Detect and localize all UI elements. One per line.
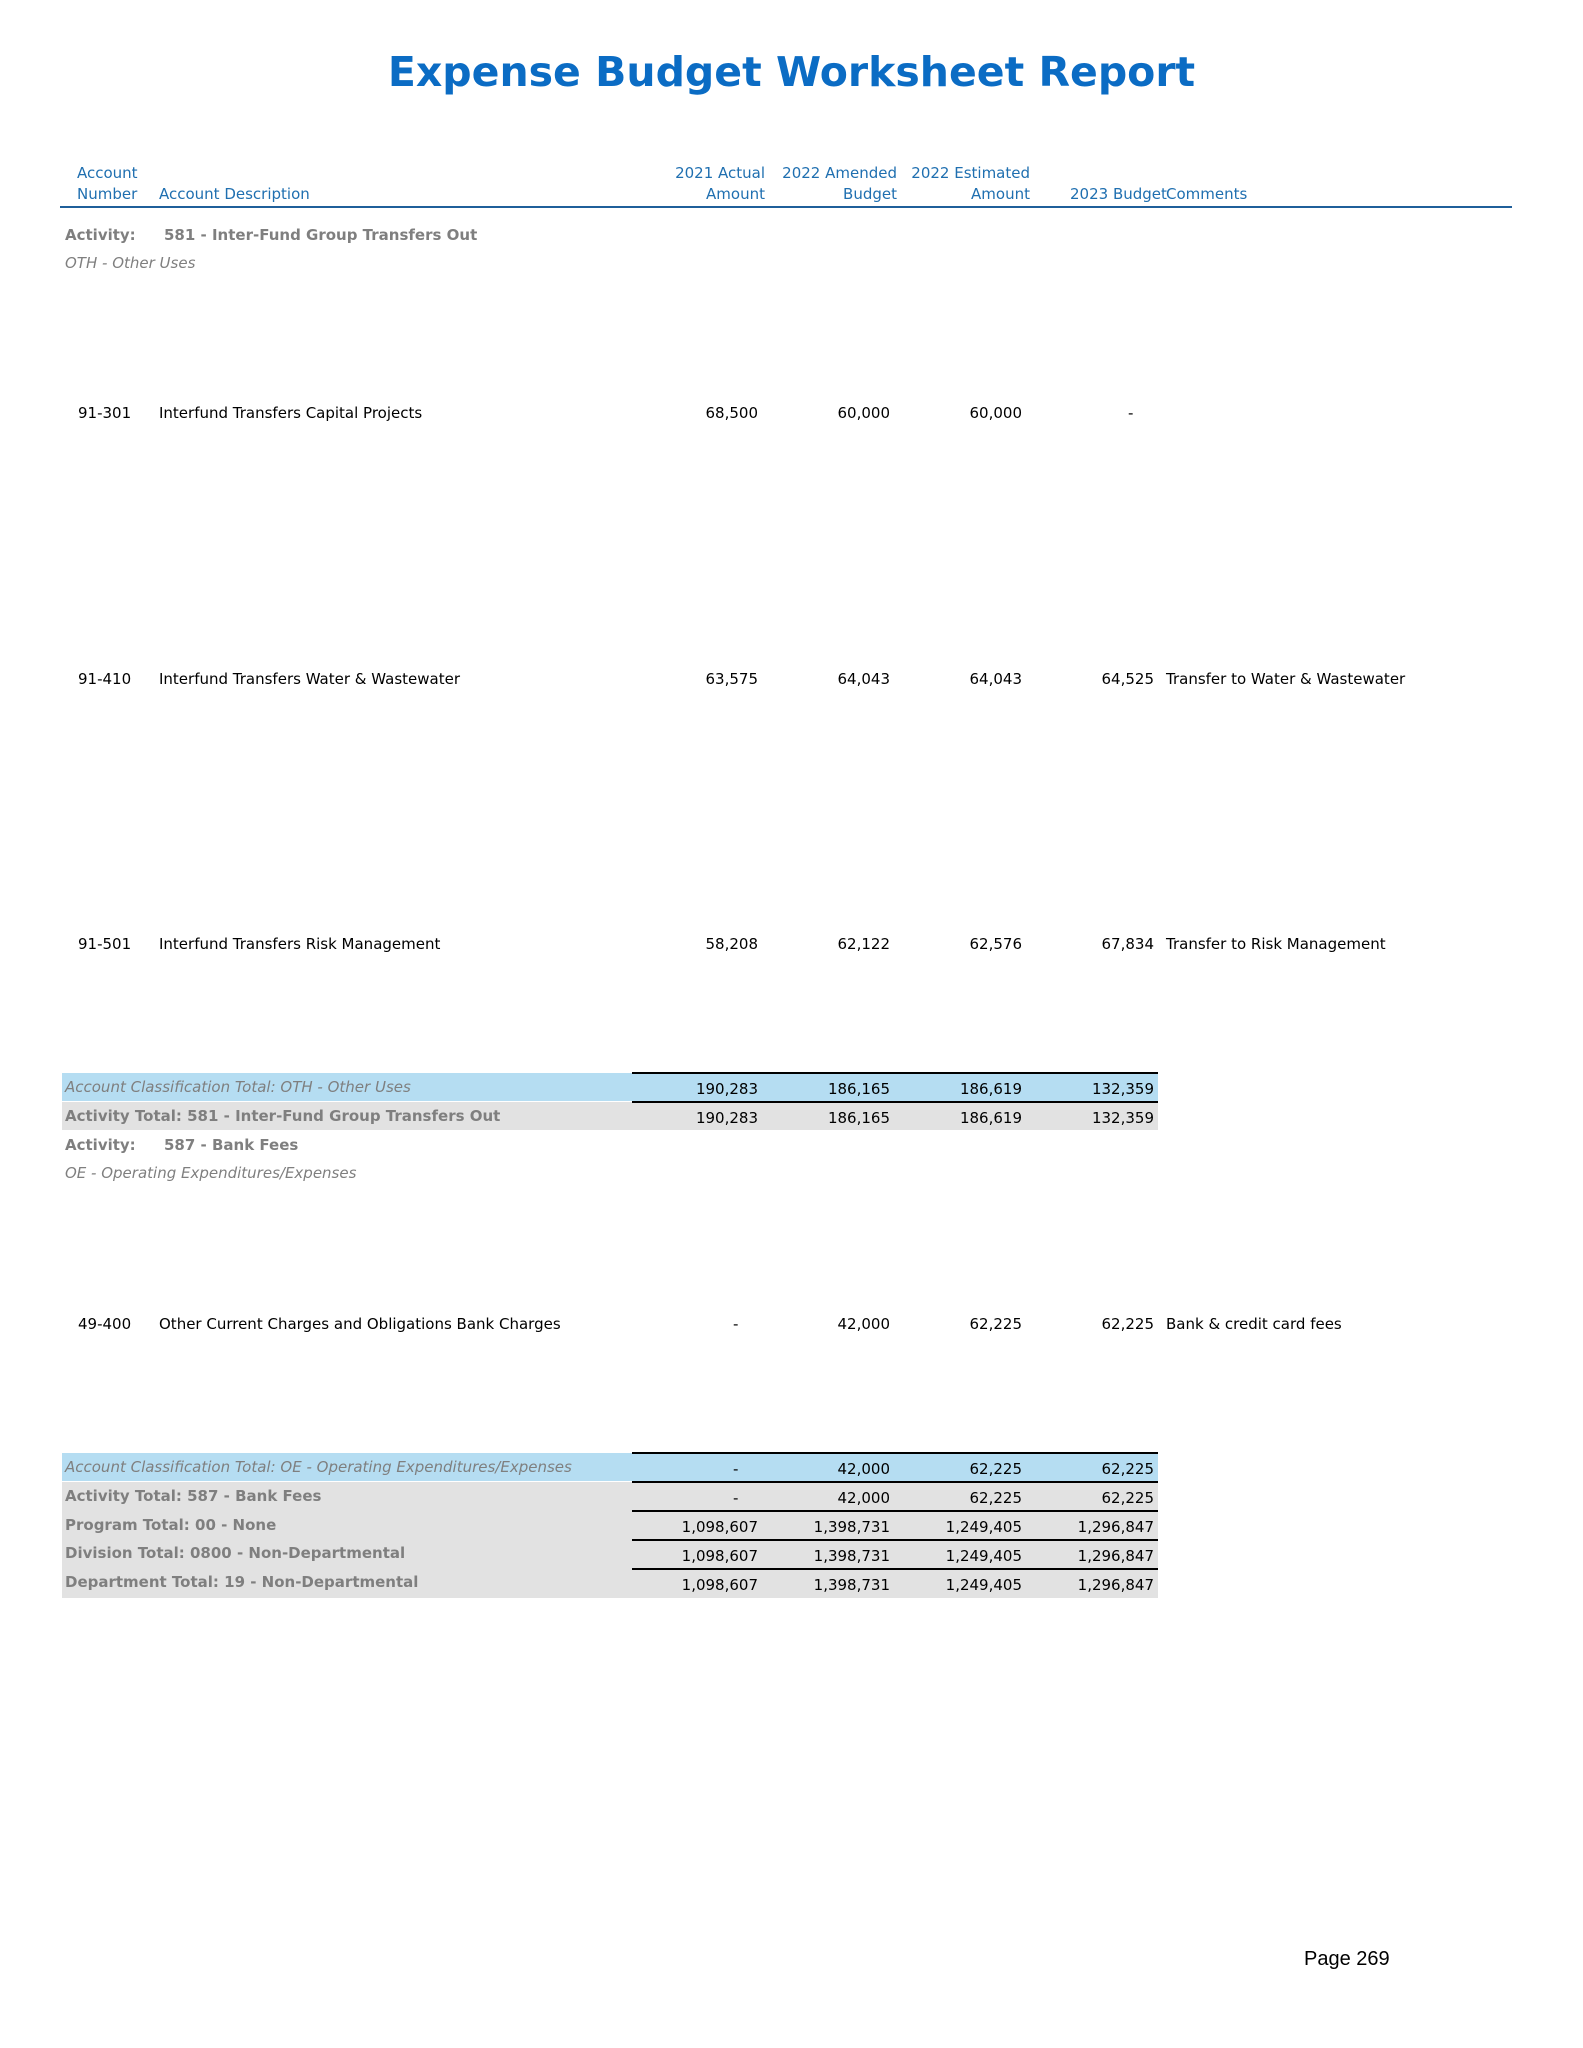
activity-total-label: Activity Total: 587 - Bank Fees <box>65 1487 322 1505</box>
header-estimated-2022 <box>900 163 1030 205</box>
classification-total-label: Account Classification Total: OTH - Other Uses <box>65 1078 411 1096</box>
amended-2022-total: 1,398,731 <box>813 1547 890 1565</box>
amended-2022-total: 186,165 <box>827 1080 890 1098</box>
budget-2023-value: 64,525 <box>1101 670 1154 688</box>
budget-2023-total: 1,296,847 <box>1077 1547 1154 1565</box>
actual-2021-total: - <box>733 1489 739 1507</box>
header-amended-2022 <box>767 163 897 205</box>
amended-2022-value: 62,122 <box>837 935 890 953</box>
actual-2021-total: 1,098,607 <box>681 1576 758 1594</box>
budget-2023-total: 132,359 <box>1091 1109 1154 1127</box>
classification-label: OE - Operating Expenditures/Expenses <box>65 1164 357 1182</box>
header-actual-2021-line2: Amount <box>706 185 765 203</box>
header-account-number-line2: Number <box>77 185 138 203</box>
actual-2021-value: 58,208 <box>705 935 758 953</box>
budget-2023-value: - <box>1128 404 1134 422</box>
account-description: Interfund Transfers Risk Management <box>159 935 441 953</box>
actual-2021-value: 68,500 <box>705 404 758 422</box>
classification-total-label: Account Classification Total: OE - Operating Expenditures/Expenses <box>65 1458 572 1476</box>
header-divider <box>60 206 1512 208</box>
header-comments: Comments <box>1166 185 1248 203</box>
budget-2023-value: 67,834 <box>1101 935 1154 953</box>
total-rule <box>632 1101 1158 1103</box>
actual-2021-total: 190,283 <box>695 1080 758 1098</box>
program-total-label: Program Total: 00 - None <box>65 1516 277 1534</box>
amended-2022-total: 42,000 <box>837 1489 890 1507</box>
total-rule <box>632 1568 1158 1570</box>
account-number: 91-501 <box>78 935 132 953</box>
total-rule <box>632 1072 1158 1074</box>
actual-2021-value: - <box>733 1315 739 1333</box>
header-account-number <box>77 163 138 205</box>
actual-2021-total: 1,098,607 <box>681 1547 758 1565</box>
division-total-label: Division Total: 0800 - Non-Departmental <box>65 1544 406 1562</box>
header-account-number-line1: Account <box>77 164 138 182</box>
activity-label: Activity: <box>65 1136 136 1154</box>
estimated-2022-total: 1,249,405 <box>945 1518 1022 1536</box>
account-number: 49-400 <box>78 1315 132 1333</box>
budget-2023-total: 1,296,847 <box>1077 1518 1154 1536</box>
amended-2022-total: 186,165 <box>827 1109 890 1127</box>
amended-2022-total: 1,398,731 <box>813 1576 890 1594</box>
actual-2021-total: 190,283 <box>695 1109 758 1127</box>
header-estimated-2022-line2: Amount <box>971 185 1030 203</box>
header-amended-2022-line2: Budget <box>843 185 897 203</box>
account-description: Other Current Charges and Obligations Bank Charges <box>159 1315 561 1333</box>
header-estimated-2022-line1: 2022 Estimated <box>911 164 1030 182</box>
estimated-2022-value: 60,000 <box>969 404 1022 422</box>
amended-2022-value: 64,043 <box>837 670 890 688</box>
amended-2022-value: 42,000 <box>837 1315 890 1333</box>
activity-label: Activity: <box>65 226 136 244</box>
classification-label: OTH - Other Uses <box>65 254 196 272</box>
activity-total-label: Activity Total: 581 - Inter-Fund Group Transfers Out <box>65 1107 501 1125</box>
estimated-2022-value: 62,576 <box>969 935 1022 953</box>
estimated-2022-total: 62,225 <box>969 1489 1022 1507</box>
actual-2021-value: 63,575 <box>705 670 758 688</box>
account-number: 91-301 <box>78 404 132 422</box>
comment-text: Bank & credit card fees <box>1166 1315 1342 1333</box>
report-title: Expense Budget Worksheet Report <box>387 48 1196 96</box>
header-actual-2021 <box>640 163 765 205</box>
estimated-2022-value: 64,043 <box>969 670 1022 688</box>
budget-2023-total: 62,225 <box>1101 1489 1154 1507</box>
estimated-2022-total: 62,225 <box>969 1460 1022 1478</box>
amended-2022-value: 60,000 <box>837 404 890 422</box>
header-account-description: Account Description <box>159 185 310 203</box>
account-description: Interfund Transfers Capital Projects <box>159 404 423 422</box>
estimated-2022-value: 62,225 <box>969 1315 1022 1333</box>
budget-2023-value: 62,225 <box>1101 1315 1154 1333</box>
account-number: 91-410 <box>78 670 132 688</box>
amended-2022-total: 42,000 <box>837 1460 890 1478</box>
actual-2021-total: 1,098,607 <box>681 1518 758 1536</box>
account-description: Interfund Transfers Water & Wastewater <box>159 670 460 688</box>
total-rule <box>632 1481 1158 1483</box>
budget-2023-total: 132,359 <box>1091 1080 1154 1098</box>
budget-2023-total: 62,225 <box>1101 1460 1154 1478</box>
comment-text: Transfer to Water & Wastewater <box>1166 670 1406 688</box>
total-rule <box>632 1452 1158 1454</box>
estimated-2022-total: 1,249,405 <box>945 1576 1022 1594</box>
total-rule <box>632 1539 1158 1541</box>
total-rule <box>632 1510 1158 1512</box>
activity-name: 581 - Inter-Fund Group Transfers Out <box>164 226 478 244</box>
amended-2022-total: 1,398,731 <box>813 1518 890 1536</box>
estimated-2022-total: 1,249,405 <box>945 1547 1022 1565</box>
header-actual-2021-line1: 2021 Actual <box>675 164 765 182</box>
estimated-2022-total: 186,619 <box>959 1080 1022 1098</box>
comment-text: Transfer to Risk Management <box>1166 935 1386 953</box>
budget-2023-total: 1,296,847 <box>1077 1576 1154 1594</box>
estimated-2022-total: 186,619 <box>959 1109 1022 1127</box>
header-budget-2023: 2023 Budget <box>1070 185 1167 203</box>
department-total-label: Department Total: 19 - Non-Departmental <box>65 1573 419 1591</box>
page-number: Page 269 <box>1304 1948 1390 1970</box>
activity-name: 587 - Bank Fees <box>164 1136 299 1154</box>
actual-2021-total: - <box>733 1460 739 1478</box>
header-amended-2022-line1: 2022 Amended <box>782 164 897 182</box>
